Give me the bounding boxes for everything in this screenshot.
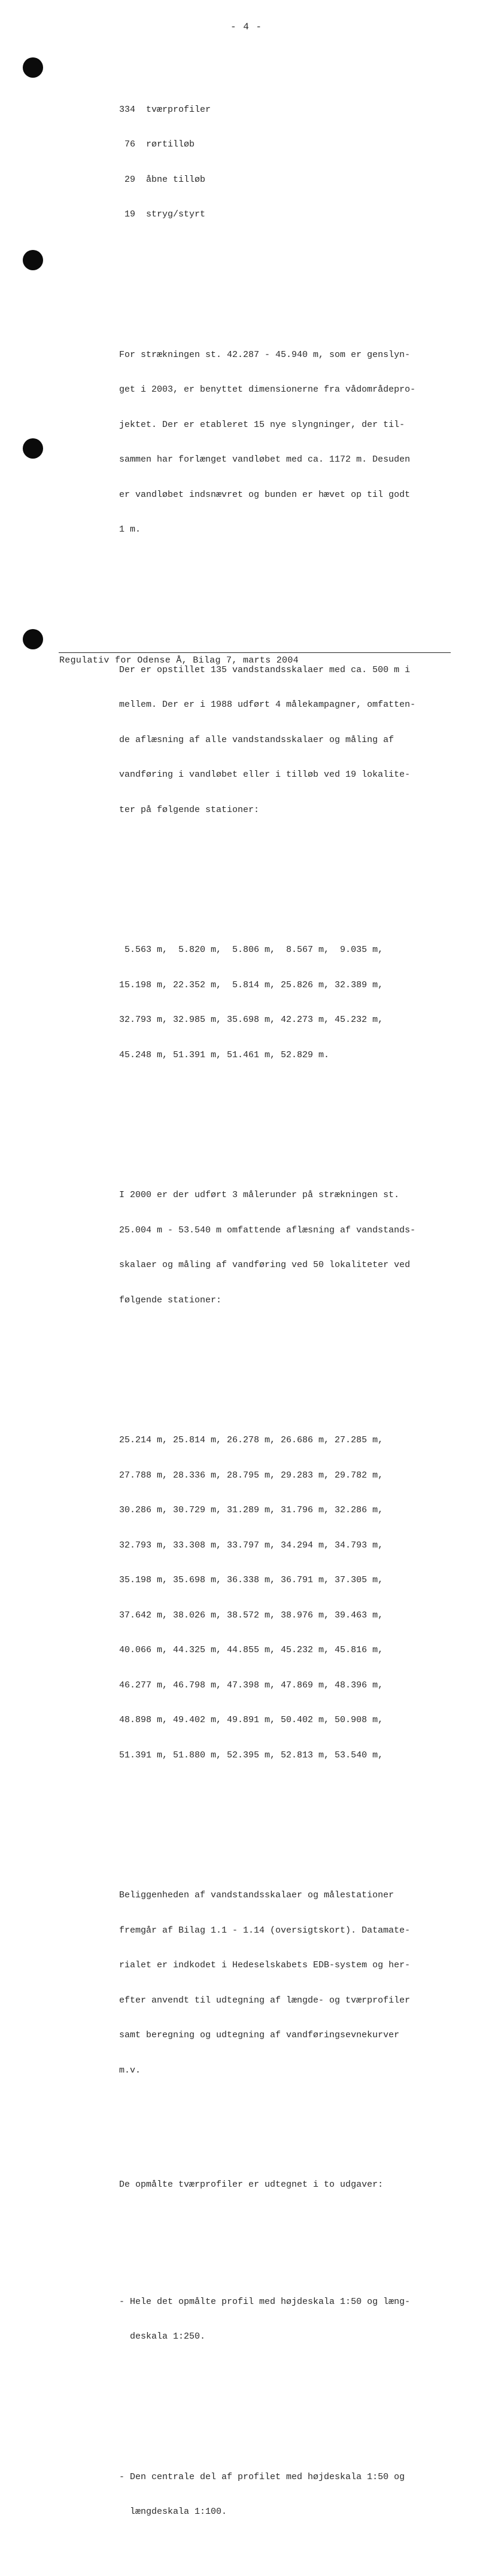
stations-1988-list [119,921,454,1084]
footer-divider [59,652,451,653]
bullet-line: deskala 1:250. [119,2331,206,2342]
stats-list [119,81,454,244]
paragraph-reach [119,326,454,559]
station-row: 27.788 m, 28.336 m, 28.795 m, 29.283 m, 29.782 m, [119,1470,384,1481]
page-number: - 4 - [230,22,263,32]
paragraph-line: samt beregning og udtegning af vandføringsevnekurver [119,2030,400,2040]
paragraph-line: Beliggenheden af vandstandsskalaer og målestationer [119,1890,394,1900]
punch-hole-2 [23,250,43,270]
footer-text: Regulativ for Odense Å, Bilag 7, marts 2004 [59,655,299,666]
station-row: 45.248 m, 51.391 m, 51.461 m, 52.829 m. [119,1049,330,1060]
paragraph-line: ter på følgende stationer: [119,804,260,815]
paragraph-location [119,1866,454,2099]
punch-hole-1 [23,57,43,78]
bullet-item [119,2273,454,2366]
station-row: 46.277 m, 46.798 m, 47.398 m, 47.869 m, 48.396 m, [119,1680,384,1690]
stats-line: 29 åbne tilløb [119,174,206,185]
punch-hole-3 [23,438,43,459]
station-row: 40.066 m, 44.325 m, 44.855 m, 45.232 m, 45.816 m, [119,1645,384,1655]
paragraph-line: mellem. Der er i 1988 udført 4 målekampagner, omfatten- [119,700,416,710]
paragraph-line: de aflæsning af alle vandstandsskalaer og måling af [119,734,394,745]
stations-2000-list [119,1411,454,1784]
bullet-item [119,2448,454,2541]
paragraph-line: fremgår af Bilag 1.1 - 1.14 (oversigtskort). Datamate- [119,1925,411,1936]
paragraph-line: get i 2003, er benyttet dimensionerne fra vådområdepro- [119,384,416,395]
station-row: 25.214 m, 25.814 m, 26.278 m, 26.686 m, 27.285 m, [119,1435,384,1445]
body-text [119,45,454,2576]
paragraph-line: 25.004 m - 53.540 m omfattende aflæsning af vandstands- [119,1225,416,1235]
paragraph-line: For strækningen st. 42.287 - 45.940 m, som er genslyn- [119,349,411,360]
paragraph-line: vandføring i vandløbet eller i tilløb ved 19 lokalite- [119,770,411,780]
station-row: 32.793 m, 32.985 m, 35.698 m, 42.273 m, 45.232 m, [119,1015,384,1025]
stats-line: 334 tværprofiler [119,104,211,115]
punch-hole-4 [23,629,43,649]
paragraph-line: sammen har forlænget vandløbet med ca. 1172 m. Desuden [119,454,411,465]
paragraph-line: rialet er indkodet i Hedeselskabets EDB-system og her- [119,1960,411,1970]
paragraph-line: m.v. [119,2065,141,2076]
stats-line: 76 rørtilløb [119,139,195,149]
station-row: 30.286 m, 30.729 m, 31.289 m, 31.796 m, 32.286 m, [119,1505,384,1515]
bullet-line: - Hele det opmålte profil med højdeskala 1:50 og læng- [119,2296,411,2307]
paragraph-line: skalaer og måling af vandføring ved 50 lokaliteter ved [119,1260,411,1270]
station-row: 51.391 m, 51.880 m, 52.395 m, 52.813 m, 53.540 m, [119,1750,384,1760]
paragraph-line: efter anvendt til udtegning af længde- og tværprofiler [119,1995,411,2006]
paragraph-line: er vandløbet indsnævret og bunden er hævet op til godt [119,489,411,500]
station-row: 15.198 m, 22.352 m, 5.814 m, 25.826 m, 32.389 m, [119,979,384,990]
paragraph-line: følgende stationer: [119,1295,222,1305]
station-row: 32.793 m, 33.308 m, 33.797 m, 34.294 m, 34.793 m, [119,1540,384,1551]
paragraph-gauges-1988 [119,641,454,840]
station-row: 37.642 m, 38.026 m, 38.572 m, 38.976 m, 39.463 m, [119,1610,384,1620]
paragraph-line: I 2000 er der udført 3 målerunder på strækningen st. [119,1190,400,1200]
paragraph-measurements-2000 [119,1166,454,1329]
paragraph-line: Der er opstillet 135 vandstandsskalaer med ca. 500 m i [119,664,411,675]
station-row: 48.898 m, 49.402 m, 49.891 m, 50.402 m, 50.908 m, [119,1715,384,1725]
paragraph-line: 1 m. [119,524,141,535]
station-row: 35.198 m, 35.698 m, 36.338 m, 36.791 m, 37.305 m, [119,1575,384,1585]
bullet-line: - Den centrale del af profilet med højdeskala 1:50 og [119,2471,405,2482]
station-row: 5.563 m, 5.820 m, 5.806 m, 8.567 m, 9.035 m, [119,945,384,955]
paragraph-profiles-intro: De opmålte tværprofiler er udtegnet i to udgaver: [119,2180,384,2190]
paragraph-line: jektet. Der er etableret 15 nye slyngninger, der til- [119,419,405,430]
stats-line: 19 stryg/styrt [119,209,206,219]
bullet-line: længdeskala 1:100. [119,2507,227,2517]
